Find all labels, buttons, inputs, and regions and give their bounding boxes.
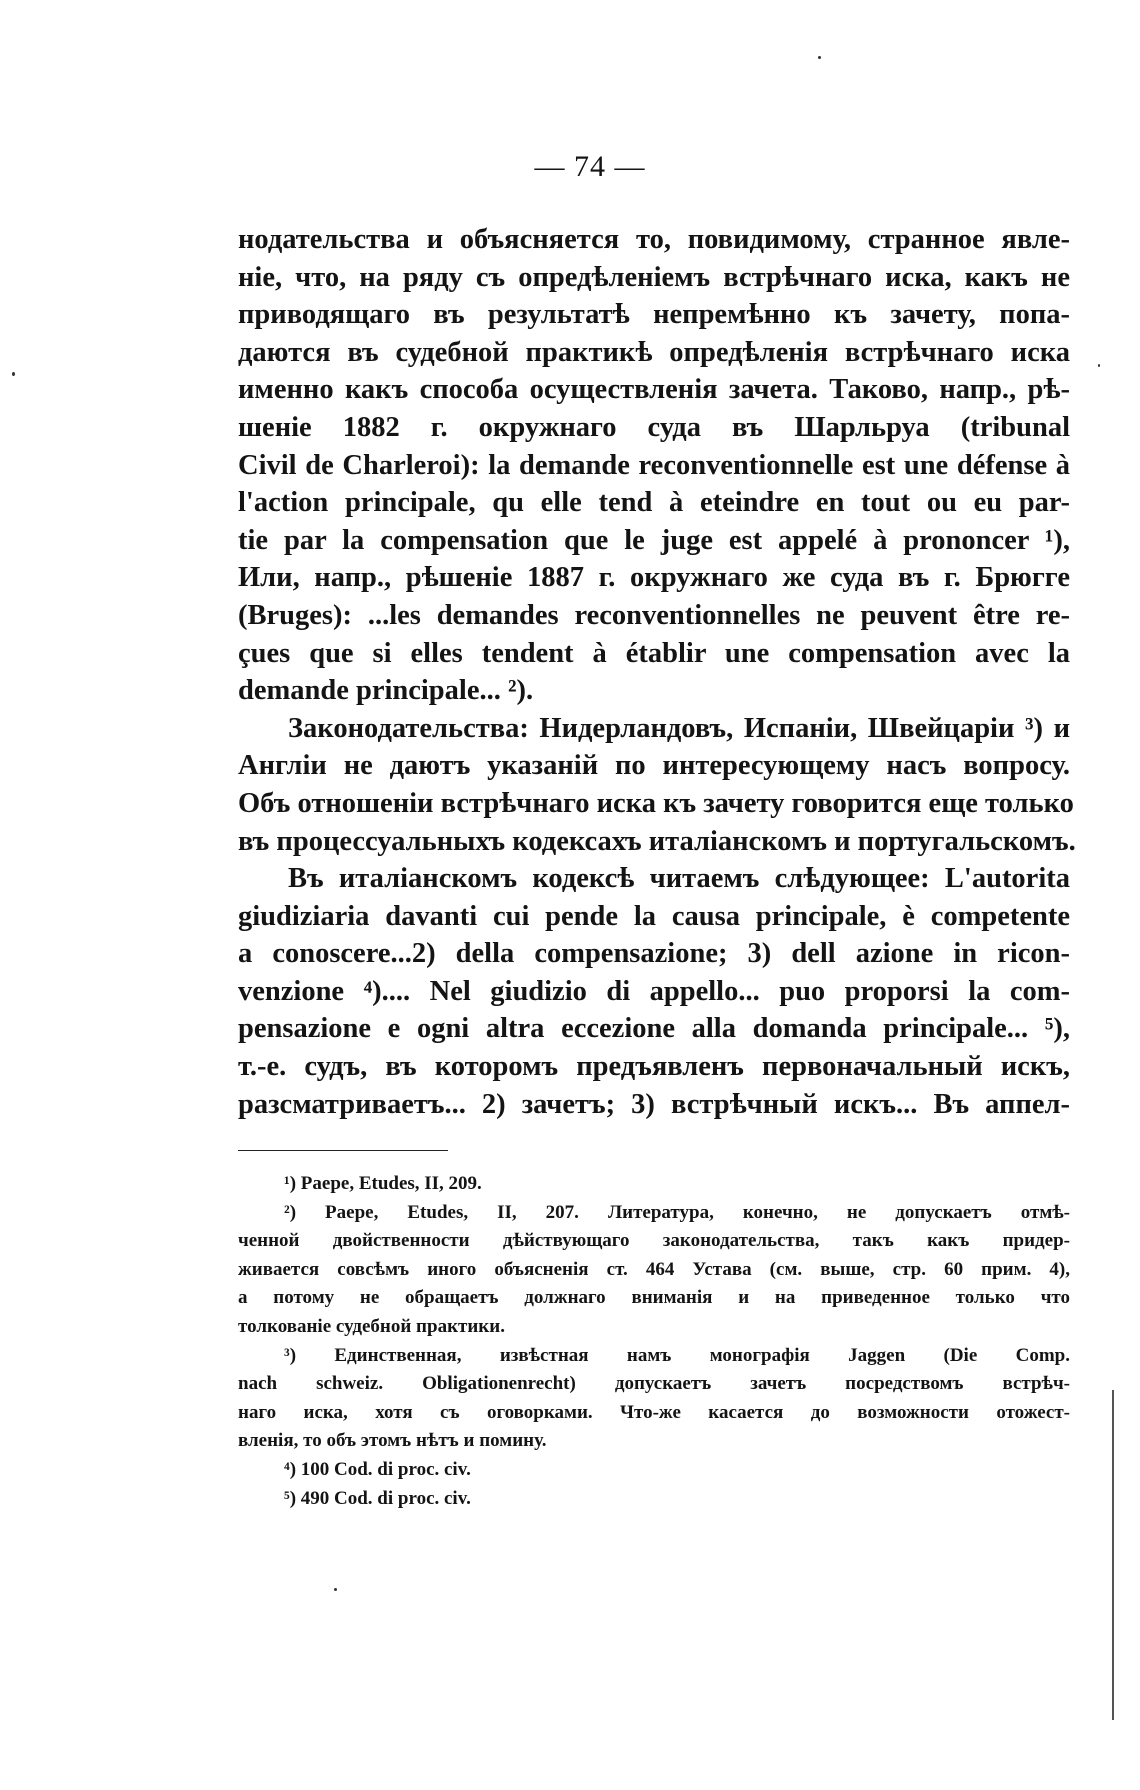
text-line: giudiziaria davanti cui pende la causa principale, è competente — [238, 900, 1070, 932]
text-line: venzione ⁴).... Nel giudizio di appello... puo proporsi la com- — [238, 975, 1070, 1007]
scan-speck — [1098, 364, 1100, 367]
text-line: pensazione e ogni altra eccezione alla domanda principale... ⁵), — [238, 1013, 1070, 1045]
text-line: Объ отношеніи встрѣчнаго иска къ зачету говорится еще только — [238, 787, 1074, 819]
text-line: именно какъ способа осуществленія зачета. Таково, напр., рѣ- — [238, 374, 1070, 406]
text-line: l'action principale, qu elle tend à eteindre en tout ou eu par- — [238, 487, 1070, 519]
text-line: demande principale... ²). — [238, 675, 534, 707]
footnote-line: ³) Единственная, извѣстная намъ монографія Jaggen (Die Comp. — [284, 1344, 1070, 1366]
footnote-divider — [238, 1150, 448, 1151]
scan-edge-line — [1112, 1390, 1114, 1720]
footnote-line: толкованіе судебной практики. — [238, 1315, 505, 1337]
footnotes — [238, 1170, 1070, 1513]
footnote-line: живается совсѣмъ иного объясненія ст. 464 Устава (см. выше, стр. 60 прим. 4), — [238, 1258, 1070, 1280]
text-line: Въ италіанскомъ кодексѣ читаемъ слѣдующее: L'autorita — [288, 863, 1070, 895]
text-line: Или, напр., рѣшеніе 1887 г. окружнаго же суда въ г. Брюгге — [238, 562, 1070, 594]
text-line: разсматриваетъ... 2) зачетъ; 3) встрѣчный искъ... Въ аппел- — [238, 1088, 1070, 1120]
text-line: нодательства и объясняется то, повидимому, странное явле- — [238, 224, 1070, 255]
text-line: ніе, что, на ряду съ опредѣленіемъ встрѣчнаго иска, какъ не — [238, 261, 1070, 293]
footnote-line: а потому не обращаетъ должнаго вниманія и на приведенное только что — [238, 1287, 1070, 1309]
scan-speck — [334, 1588, 337, 1591]
text-line: въ процессуальныхъ кодексахъ италіанскомъ и португальскомъ. — [238, 825, 1076, 857]
text-line: çues que si elles tendent à établir une compensation avec la — [238, 637, 1070, 669]
footnote-line: nach schweiz. Obligationenrecht) допускаетъ зачетъ посредствомъ встрѣч- — [238, 1373, 1070, 1395]
main-text — [238, 221, 1076, 1123]
footnote-line: ⁴) 100 Cod. di proc. civ. — [284, 1458, 471, 1480]
text-line: даются въ судебной практикѣ опредѣленія встрѣчнаго иска — [238, 336, 1070, 368]
footnote-line: ²) Paepe, Etudes, II, 207. Литература, конечно, не допускаетъ отмѣ- — [284, 1201, 1070, 1223]
footnote-line: вленія, то объ этомъ нѣтъ и помину. — [238, 1430, 547, 1452]
text-line: (Bruges): ...les demandes reconventionnelles ne peuvent être re- — [238, 599, 1070, 631]
footnote-line: наго иска, хотя съ оговорками. Что-же касается до возможности отожест- — [238, 1401, 1070, 1423]
text-line: приводящаго въ результатѣ непремѣнно къ зачету, попа- — [238, 299, 1070, 331]
footnote-line: ⁵) 490 Cod. di proc. civ. — [284, 1487, 471, 1509]
text-line: tie par la compensation que le juge est appelé à prononcer ¹), — [238, 524, 1070, 556]
scan-speck — [12, 372, 15, 376]
text-line: Законодательства: Нидерландовъ, Испаніи, Швейцаріи ³) и — [288, 712, 1070, 744]
footnote-line: ¹) Paepe, Etudes, II, 209. — [284, 1173, 482, 1194]
scan-speck — [818, 56, 821, 59]
footnote-line: ченной двойственности дѣйствующаго законодательства, такъ какъ придер- — [238, 1230, 1070, 1252]
text-line: Англіи не даютъ указаній по интересующему насъ вопросу. — [238, 750, 1070, 782]
text-line: Civil de Charleroi): la demande reconventionnelle est une défense à — [238, 449, 1070, 481]
page-number: — 74 — — [534, 150, 646, 183]
text-line: т.-е. судъ, въ которомъ предъявленъ первоначальный искъ, — [238, 1051, 1070, 1083]
text-line: шеніе 1882 г. окружнаго суда въ Шарльруа (tribunal — [238, 411, 1070, 443]
text-line: a conoscere...2) della compensazione; 3) dell azione in ricon- — [238, 938, 1070, 970]
